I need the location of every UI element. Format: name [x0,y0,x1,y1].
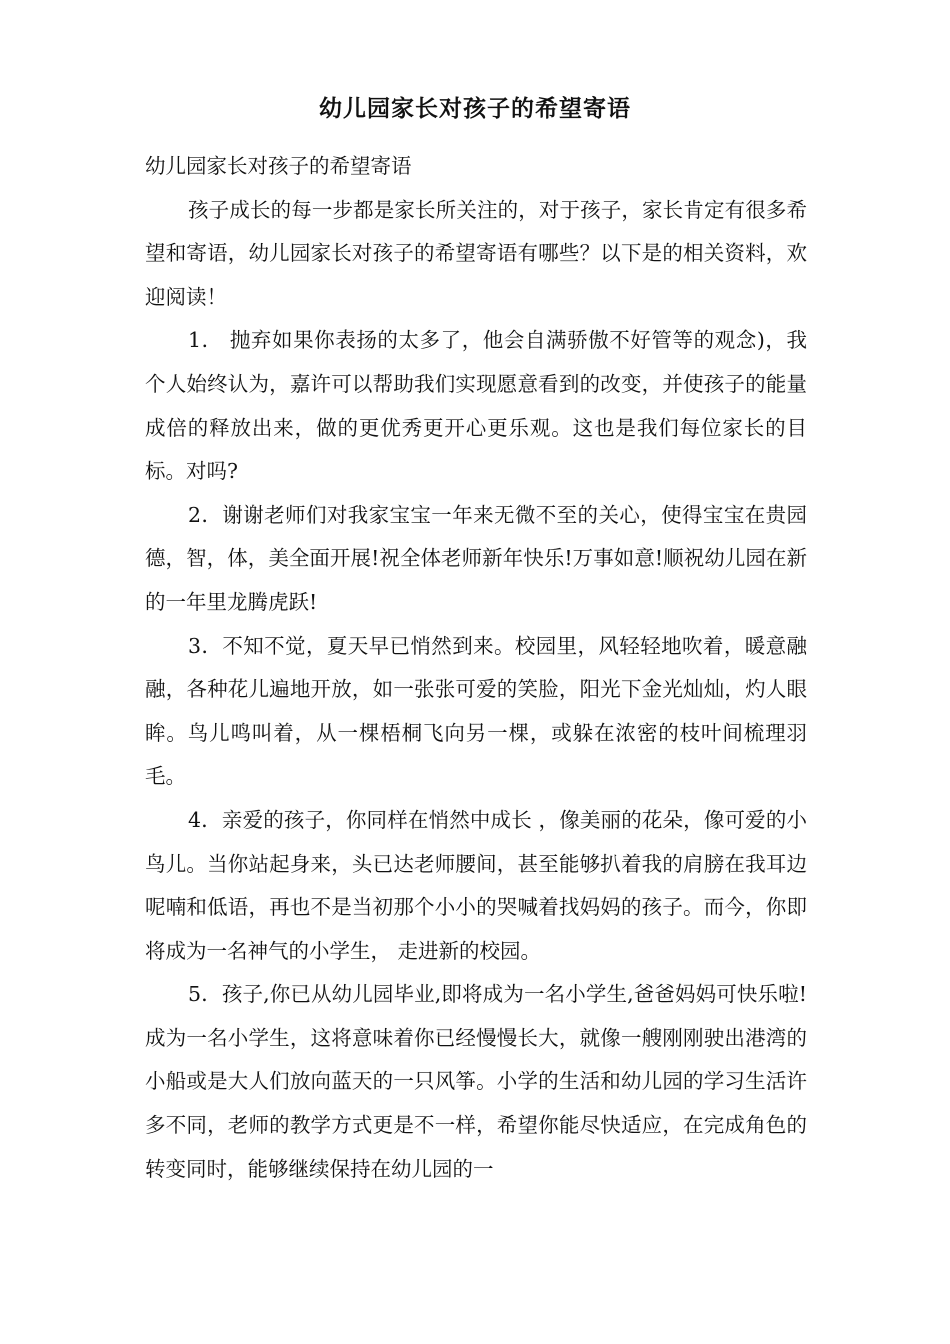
list-item-5: 5．孩子,你已从幼儿园毕业,即将成为一名小学生,爸爸妈妈可快乐啦!成为一名小学生，这将意味着你已经慢慢长大，就像一艘刚刚驶出港湾的小船或是大人们放向蓝天的一只风筝。小学的生活和幼儿园的学习生活许多不同，老师的教学方式更是不一样，希望你能尽快适应，在完成角色的转变同时，能够继续保持在幼儿园的一 [145,982,807,1181]
list-item-2: 2．谢谢老师们对我家宝宝一年来无微不至的关心，使得宝宝在贵园德，智，体，美全面开展!祝全体老师新年快乐!万事如意!顺祝幼儿园在新的一年里龙腾虎跃! [145,502,807,614]
intro-paragraph: 孩子成长的每一步都是家长所关注的，对于孩子，家长肯定有很多希望和寄语，幼儿园家长对孩子的希望寄语有哪些？以下是的相关资料，欢迎阅读！ [145,197,807,309]
list-item-1: 1． 抛弃如果你表扬的太多了，他会自满骄傲不好管等的观念)，我个人始终认为，嘉许可以帮助我们实现愿意看到的改变，并使孩子的能量成倍的释放出来，做的更优秀更开心更乐观。这也是我们每位家长的目标。对吗? [145,328,807,484]
list-item-4: 4．亲爱的孩子，你同样在悄然中成长 ，像美丽的花朵，像可爱的小鸟儿。当你站起身来，头已达老师腰间，甚至能够扒着我的肩膀在我耳边呢喃和低语，再也不是当初那个小小的哭喊着找妈妈的孩子。而今，你即将成为一名神气的小学生， 走进新的校园。 [145,807,807,963]
document-body [145,145,807,1191]
subtitle-paragraph: 幼儿园家长对孩子的希望寄语 [145,154,412,178]
document-title: 幼儿园家长对孩子的希望寄语 [319,95,631,122]
list-item-3: 3．不知不觉，夏天早已悄然到来。校园里，风轻轻地吹着，暖意融融，各种花儿遍地开放，如一张张可爱的笑脸，阳光下金光灿灿，灼人眼眸。鸟儿鸣叫着，从一棵梧桐飞向另一棵，或躲在浓密的枝叶间梳理羽毛。 [145,633,807,789]
